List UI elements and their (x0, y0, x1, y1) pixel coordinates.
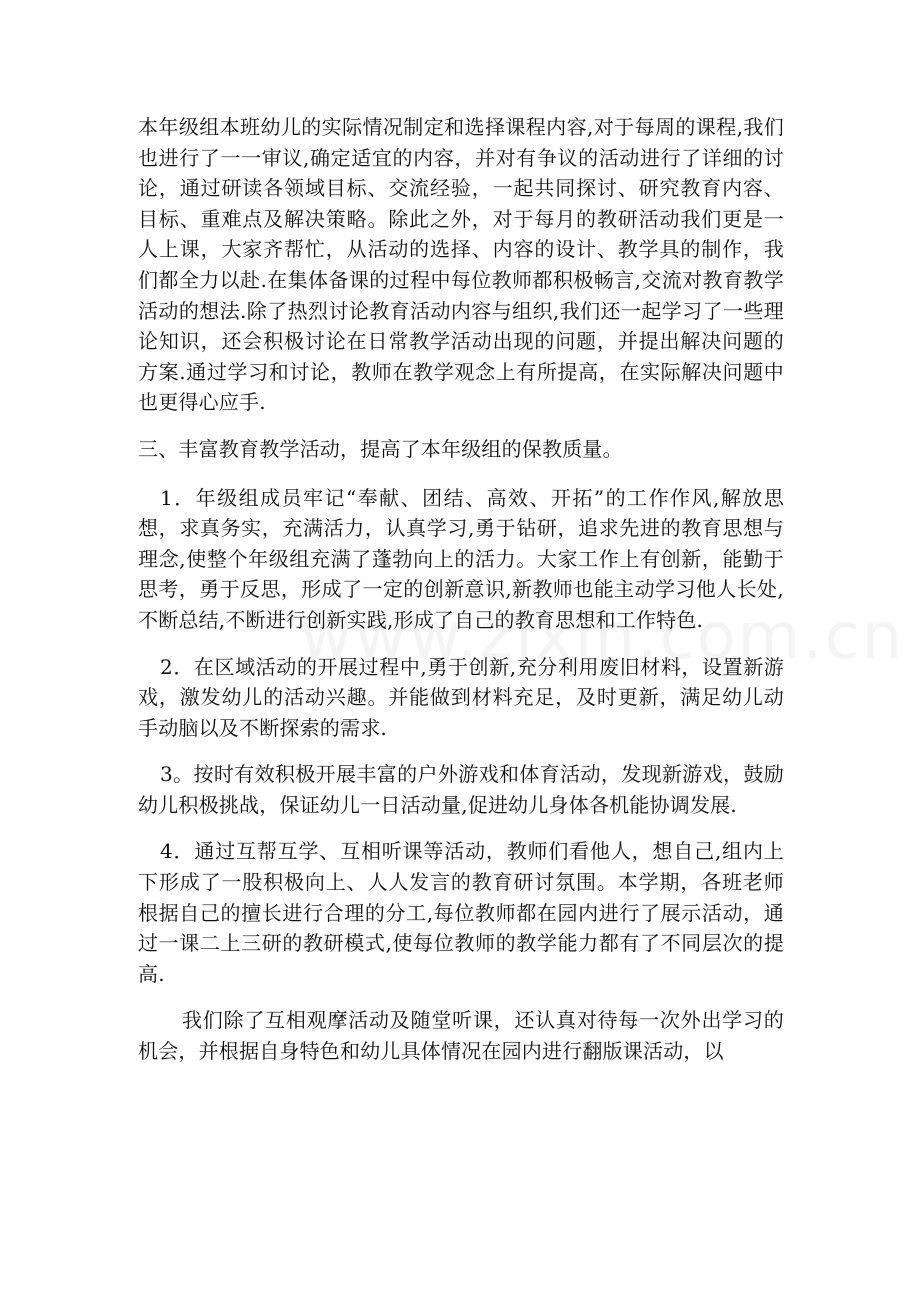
document-body (138, 112, 784, 1083)
list-item-3: 3。按时有效积极开展丰富的户外游戏和体育活动，发现新游戏，鼓励幼儿积极挑战，保证幼儿一日活动量,促进幼儿身体各机能协调发展. (138, 762, 784, 817)
paragraph-final: 我们除了互相观摩活动及随堂听课，还认真对待每一次外出学习的机会，并根据自身特色和幼儿具体情况在园内进行翻版课活动，以 (138, 1008, 784, 1064)
list-item-1: 1．年级组成员牢记“奉献、团结、高效、开拓”的工作作风,解放思想，求真务实，充满活力，认真学习,勇于钻研，追求先进的教育思想与理念,使整个年级组充满了蓬勃向上的活力。大家工作上有创新，能勤于思考，勇于反思，形成了一定的创新意识,新教师也能主动学习他人长处,不断总结,不断进行创新实践,形成了自己的教育思想和工作特色. (138, 485, 784, 632)
section-heading: 三、丰富教育教学活动，提高了本年级组的保教质量。 (138, 436, 623, 461)
paragraph-1: 本年级组本班幼儿的实际情况制定和选择课程内容,对于每周的课程,我们也进行了一一审议,确定适宜的内容，并对有争议的活动进行了详细的讨论，通过研读各领域目标、交流经验，一起共同探讨、研究教育内容、目标、重难点及解决策略。除此之外，对于每月的教研活动我们更是一人上课，大家齐帮忙，从活动的选择、内容的设计、教学具的制作，我们都全力以赴.在集体备课的过程中每位教师都积极畅言,交流对教育教学活动的想法.除了热烈讨论教育活动内容与组织,我们还一起学习了一些理论知识，还会积极讨论在日常教学活动出现的问题，并提出解决问题的方案.通过学习和讨论，教师在教学观念上有所提高，在实际解决问题中也更得心应手. (138, 115, 784, 415)
list-item-2: 2．在区域活动的开展过程中,勇于创新,充分利用废旧材料，设置新游戏，激发幼儿的活动兴趣。并能做到材料充足，及时更新，满足幼儿动手动脑以及不断探索的需求. (138, 654, 784, 740)
list-item-4: 4．通过互帮互学、互相听课等活动，教师们看他人，想自己,组内上下形成了一股积极向上、人人发言的教育研讨氛围。本学期，各班老师根据自己的擅长进行合理的分工,每位教师都在园内进行了展示活动，通过一课二上三研的教研模式,使每位教师的教学能力都有了不同层次的提高. (138, 839, 784, 986)
